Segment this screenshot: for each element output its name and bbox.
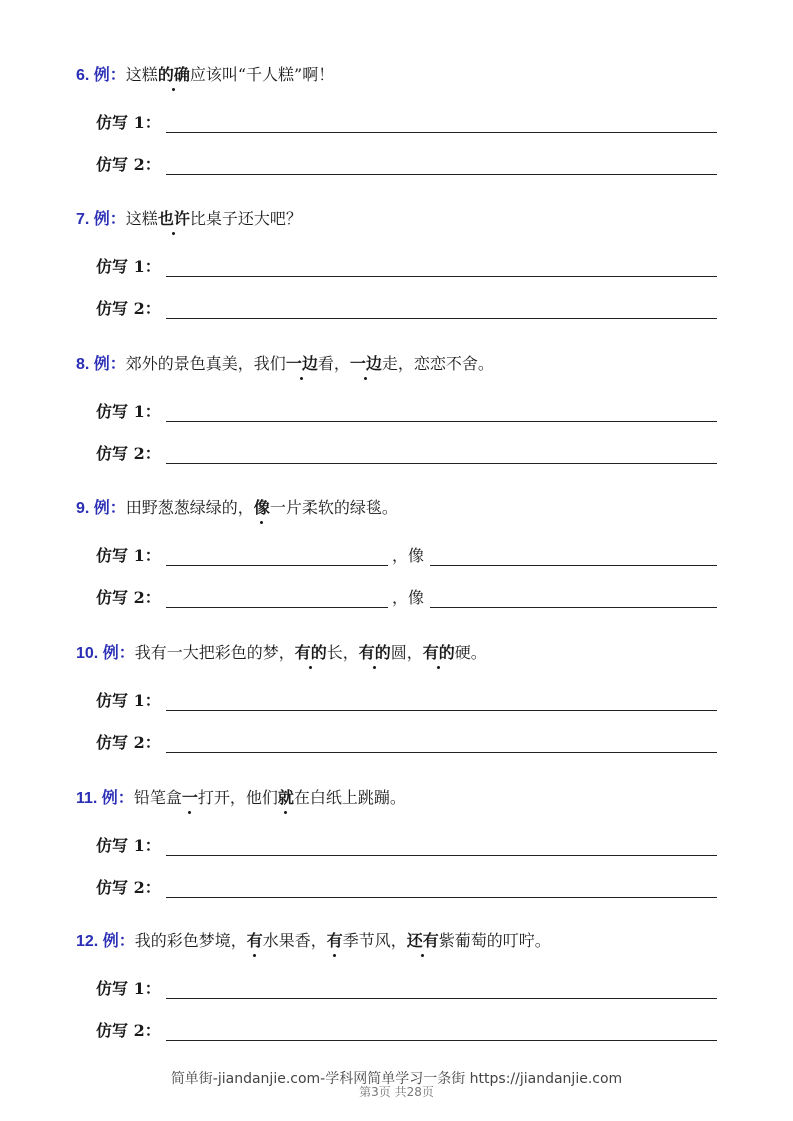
sentence-text: 紫葡萄的叮咛。 [438, 931, 551, 950]
imitation-row-1 [0, 112, 793, 136]
answer-blank[interactable] [166, 174, 717, 175]
answer-blank[interactable] [430, 565, 717, 566]
imitation-row-1 [0, 835, 793, 859]
sentence-text: 圆， [390, 643, 423, 662]
emphasized-word: 像 [253, 498, 270, 517]
answer-blank[interactable] [430, 607, 717, 608]
imitation-label: 仿写 1： [96, 113, 161, 132]
emphasized-word: 的确 [157, 65, 190, 84]
imitation-row-2 [0, 443, 793, 467]
answer-blank[interactable] [166, 752, 717, 753]
answer-blank[interactable] [166, 1040, 717, 1041]
imitation-row-2 [0, 154, 793, 178]
answer-blank[interactable] [166, 855, 717, 856]
emphasized-word: 也许 [157, 209, 190, 228]
emphasized-word: 就 [277, 788, 294, 807]
emphasized-word: 有 [326, 931, 343, 950]
imitation-row-1 [0, 545, 793, 569]
answer-blank[interactable] [166, 607, 388, 608]
answer-blank[interactable] [166, 132, 717, 133]
answer-blank[interactable] [166, 710, 717, 711]
example-sentence [76, 208, 302, 231]
imitation-row-1 [0, 256, 793, 280]
answer-blank[interactable] [166, 565, 388, 566]
emphasized-word: 有的 [358, 643, 391, 662]
imitation-label: 仿写 1： [96, 691, 161, 710]
page-number: 第3页 共28页 [359, 1085, 434, 1099]
exercise-number: 6. 例： [76, 67, 126, 84]
imitation-label: 仿写 2： [96, 878, 161, 897]
exercise-number: 9. 例： [76, 500, 126, 517]
emphasized-word: 一 [181, 788, 198, 807]
sentence-text: 应该叫“千人糕”啊！ [189, 65, 335, 84]
sentence-text: 在白纸上跳蹦。 [293, 788, 406, 807]
answer-blank[interactable] [166, 463, 717, 464]
sentence-text: 一片柔软的绿毯。 [269, 498, 398, 517]
emphasized-word: 有的 [422, 643, 455, 662]
sentence-text: 水果香， [262, 931, 327, 950]
imitation-row-2 [0, 1020, 793, 1044]
imitation-row-2 [0, 587, 793, 611]
sentence-text: 走，恋恋不舍。 [381, 354, 494, 373]
imitation-row-1 [0, 978, 793, 1002]
imitation-label: 仿写 2： [96, 444, 161, 463]
sentence-text: 硬。 [454, 643, 487, 662]
exercise-number: 10. 例： [76, 645, 135, 662]
sentence-text: 打开，他们 [197, 788, 278, 807]
sentence-text: 长， [326, 643, 359, 662]
exercise-number: 11. 例： [76, 790, 134, 807]
imitation-label: 仿写 2： [96, 733, 161, 752]
answer-blank[interactable] [166, 897, 717, 898]
imitation-row-2 [0, 298, 793, 322]
example-sentence [76, 64, 334, 87]
exercise-number: 8. 例： [76, 356, 126, 373]
imitation-label: 仿写 1： [96, 546, 161, 565]
exercise-number: 12. 例： [76, 933, 135, 950]
imitation-label: 仿写 1： [96, 257, 161, 276]
imitation-label: 仿写 1： [96, 402, 161, 421]
example-sentence [76, 497, 398, 520]
answer-blank[interactable] [166, 421, 717, 422]
emphasized-word: 一边 [349, 354, 382, 373]
emphasized-word: 有的 [294, 643, 327, 662]
imitation-row-2 [0, 732, 793, 756]
imitation-row-1 [0, 401, 793, 425]
answer-blank[interactable] [166, 998, 717, 999]
imitation-label: 仿写 2： [96, 299, 161, 318]
emphasized-word: 还有 [406, 931, 439, 950]
imitation-label: 仿写 1： [96, 836, 161, 855]
answer-blank[interactable] [166, 276, 717, 277]
imitation-row-2 [0, 877, 793, 901]
answer-blank[interactable] [166, 318, 717, 319]
sentence-text: 这糕 [125, 209, 158, 228]
imitation-label: 仿写 2： [96, 155, 161, 174]
example-sentence [76, 642, 487, 665]
emphasized-word: 一边 [285, 354, 318, 373]
sentence-text: 我有一大把彩色的梦， [134, 643, 295, 662]
sentence-text: 季节风， [342, 931, 407, 950]
emphasized-word: 有 [246, 931, 263, 950]
sentence-text: 这糕 [125, 65, 158, 84]
connector-text: ，像 [392, 588, 425, 607]
imitation-row-1 [0, 690, 793, 714]
sentence-text: 我的彩色梦境， [134, 931, 247, 950]
sentence-text: 看， [317, 354, 350, 373]
sentence-text: 铅笔盒 [133, 788, 182, 807]
sentence-text: 郊外的景色真美，我们 [125, 354, 286, 373]
example-sentence [76, 353, 494, 376]
imitation-label: 仿写 2： [96, 588, 161, 607]
imitation-label: 仿写 1： [96, 979, 161, 998]
sentence-text: 比桌子还大吧？ [189, 209, 302, 228]
exercise-number: 7. 例： [76, 211, 126, 228]
connector-text: ，像 [392, 546, 425, 565]
example-sentence [76, 787, 406, 810]
footer-watermark: 简单街-jiandanjie.com-学科网简单学习一条街 https://jiandanjie.com [170, 1071, 623, 1087]
example-sentence [76, 930, 551, 953]
imitation-label: 仿写 2： [96, 1021, 161, 1040]
sentence-text: 田野葱葱绿绿的， [125, 498, 254, 517]
